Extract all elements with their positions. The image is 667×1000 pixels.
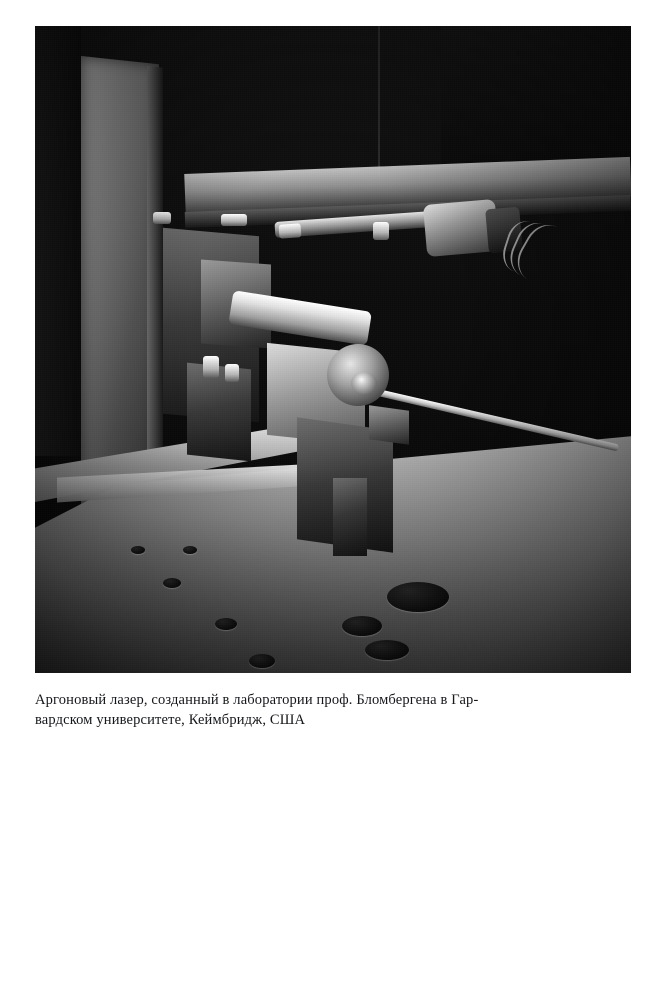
pipe-fitting (279, 223, 302, 239)
table-bolt-hole (215, 618, 237, 630)
pipe-fitting (221, 214, 247, 226)
pedestal-slot (333, 478, 367, 556)
table-bolt-hole (342, 616, 382, 636)
figure-caption (35, 690, 635, 730)
back-wall-panel (441, 26, 631, 176)
valve-knob (203, 356, 219, 378)
mount-block-left (187, 363, 251, 462)
caption-line-1: Аргоновый лазер, созданный в лаборатории проф. Бломбергена в Гар- (35, 692, 479, 708)
adjustment-wheel-hub (351, 372, 377, 394)
small-adapter-block (369, 405, 409, 445)
pipe-fitting (373, 222, 389, 240)
table-bolt-hole (183, 546, 197, 554)
table-bolt-hole (365, 640, 409, 660)
valve-knob (225, 364, 239, 382)
wall-seam (378, 26, 380, 176)
argon-laser-photograph (35, 26, 631, 673)
table-bolt-hole (387, 582, 449, 612)
left-dark-panel (35, 26, 81, 456)
pipe-fitting (153, 212, 171, 224)
table-bolt-hole (131, 546, 145, 554)
table-bolt-hole (249, 654, 275, 668)
figure-container (35, 26, 631, 673)
table-bolt-hole (163, 578, 181, 588)
caption-line-2: вардском университете, Кеймбридж, США (35, 712, 306, 728)
